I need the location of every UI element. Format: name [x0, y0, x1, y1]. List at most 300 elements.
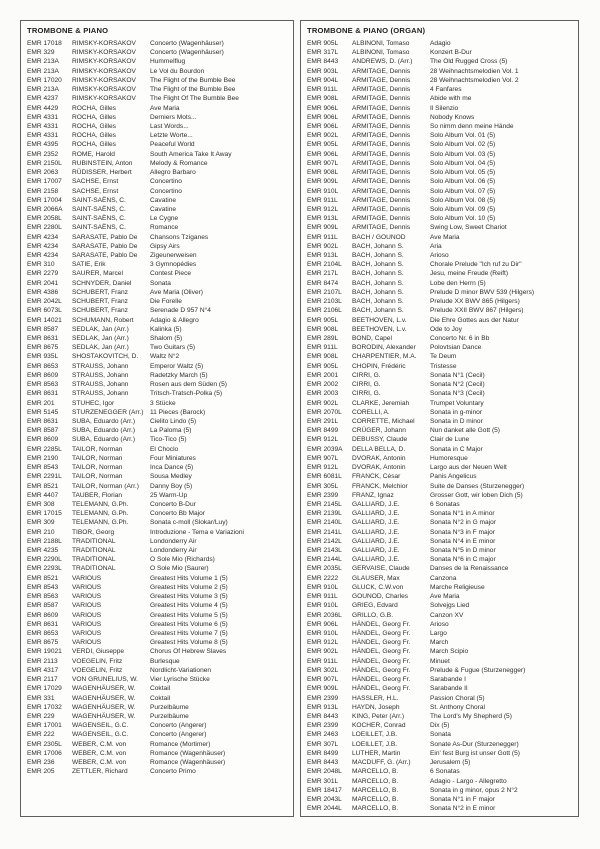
row-title: O Sole Mio (Richards)	[150, 556, 215, 564]
row-title: Concerto (Wagenhäuser)	[150, 40, 224, 47]
row-title: Solo Album Vol. 10 (5)	[430, 215, 496, 223]
row-title: Sonata in D minor	[430, 417, 483, 425]
row-title: Aria	[430, 242, 442, 250]
row-composer: HÄNDEL, Georg Fr.	[352, 620, 411, 628]
row-ref: EMR 908L	[307, 353, 339, 361]
row-ref: EMR 2188L	[27, 537, 62, 545]
catalog-row	[21, 592, 293, 601]
catalog-row	[21, 758, 293, 767]
row-ref: EMR 309	[27, 519, 55, 527]
row-title: Suite de Danses (Sturzenegger)	[430, 482, 525, 490]
row-ref: EMR 2106L	[307, 307, 342, 315]
catalog-row	[21, 316, 293, 325]
catalog-row	[301, 269, 578, 278]
row-composer: SARASATE, Pablo De	[72, 233, 138, 241]
row-title: March	[430, 639, 449, 647]
row-ref: EMR 201	[27, 399, 55, 407]
catalog-row	[21, 380, 293, 389]
row-title: The Flight of the Bumble Bee	[150, 76, 236, 84]
catalog-row	[21, 57, 293, 66]
row-composer: VARIOUS	[72, 593, 102, 601]
row-ref: EMR 2063	[27, 169, 59, 177]
row-title: Solo Album Vol. 09 (5)	[430, 205, 496, 213]
row-composer: RIMSKY-KORSAKOV	[72, 76, 136, 84]
row-composer: SCHUBERT, Franz	[72, 298, 128, 306]
row-composer: ALBINONI, Tomaso	[352, 40, 410, 47]
row-title: Sonata N°2 in G major	[430, 519, 497, 527]
row-composer: HAYDN, Joseph	[352, 703, 400, 711]
catalog-row	[301, 426, 578, 435]
catalog-row	[21, 251, 293, 260]
row-title: Vier Lyrische Stücke	[150, 676, 210, 684]
row-title: Adagio	[430, 40, 451, 47]
row-composer: RIMSKY-KORSAKOV	[72, 95, 136, 103]
catalog-row	[301, 334, 578, 343]
row-composer: STUHEC, Igor	[72, 399, 115, 407]
row-ref: EMR 236	[27, 759, 55, 767]
catalog-row	[21, 638, 293, 647]
catalog-row	[301, 168, 578, 177]
row-ref: EMR 310	[27, 261, 55, 269]
catalog-row	[301, 620, 578, 629]
catalog-row	[21, 583, 293, 592]
row-composer: WAGENHÄUSER, W.	[72, 712, 136, 720]
row-ref: EMR 902L	[307, 242, 339, 250]
catalog-row	[21, 620, 293, 629]
row-ref: EMR 17015	[27, 510, 62, 518]
catalog-row	[21, 131, 293, 140]
row-composer: TAILOR, Norman (Arr.)	[72, 482, 139, 490]
row-title: Romance (Wagenhäuser)	[150, 759, 226, 767]
row-composer: DVORAK, Antonin	[352, 464, 406, 472]
row-composer: HÄNDEL, Georg Fr.	[352, 639, 411, 647]
catalog-row	[21, 740, 293, 749]
catalog-row	[21, 205, 293, 214]
row-composer: CLARKE, Jeremiah	[352, 399, 410, 407]
row-ref: EMR 301L	[307, 777, 339, 785]
row-composer: TELEMANN, G.Ph.	[72, 519, 129, 527]
row-composer: VOEGELIN, Fritz	[72, 657, 123, 665]
row-ref: EMR 906L	[307, 113, 339, 121]
row-title: Tritsch-Tratsch-Polka (5)	[150, 390, 223, 398]
catalog-row	[301, 399, 578, 408]
row-ref: EMR 2285L	[27, 445, 62, 453]
catalog-row	[301, 380, 578, 389]
row-composer: TAUBER, Florian	[72, 491, 123, 499]
row-composer: RIMSKY-KORSAKOV	[72, 58, 136, 66]
row-ref: EMR 222	[27, 731, 55, 739]
row-composer: SAURER, Marcel	[72, 270, 123, 278]
row-composer: BACH, Johann S.	[352, 252, 404, 260]
catalog-row	[301, 39, 578, 48]
row-composer: CRÜGER, Johann	[352, 427, 406, 435]
row-title: Solo Album Vol. 05 (5)	[430, 169, 496, 177]
catalog-row	[301, 76, 578, 85]
catalog-row	[301, 749, 578, 758]
catalog-row	[21, 343, 293, 352]
row-title: Largo aus der Neuen Welt	[430, 464, 507, 472]
row-composer: ARMITAGE, Dennis	[352, 187, 411, 195]
row-composer: HASSLER, H.L.	[352, 694, 399, 702]
row-title: Last Words...	[150, 122, 189, 130]
row-ref: EMR 2293L	[27, 565, 62, 573]
catalog-row	[301, 214, 578, 223]
row-composer: HÄNDEL, Georg Fr.	[352, 676, 411, 684]
catalog-row	[21, 518, 293, 527]
row-ref: EMR 2142L	[307, 537, 342, 545]
row-title: 6 Sonatas	[430, 500, 460, 508]
row-ref: EMR 906L	[307, 620, 339, 628]
row-composer: WAGENHÄUSER, W.	[72, 694, 136, 702]
row-title: Die Forelle	[150, 298, 182, 306]
row-ref: EMR 911L	[307, 657, 338, 665]
row-ref: EMR 4234	[27, 242, 59, 250]
row-composer: ARMITAGE, Dennis	[352, 215, 411, 223]
row-title: Greatest Hits Volume 2 (5)	[150, 583, 228, 591]
row-ref: EMR 909L	[307, 224, 339, 232]
catalog-row	[21, 721, 293, 730]
catalog-row	[301, 583, 578, 592]
catalog-row	[21, 168, 293, 177]
row-title: Danny Boy (5)	[150, 482, 193, 490]
row-ref: EMR 4429	[27, 104, 59, 112]
row-composer: GALLIARD, J.E.	[352, 500, 400, 508]
catalog-row	[21, 233, 293, 242]
row-ref: EMR 2143L	[307, 547, 342, 555]
row-composer: SACHSE, Ernst	[72, 178, 119, 186]
catalog-row	[21, 94, 293, 103]
catalog-row	[21, 67, 293, 76]
catalog-row	[21, 426, 293, 435]
row-composer: ARMITAGE, Dennis	[352, 86, 411, 94]
row-composer: HÄNDEL, Georg Fr.	[352, 657, 411, 665]
catalog-row	[301, 94, 578, 103]
row-title: Solo Album Vol. 01 (5)	[430, 132, 496, 140]
row-title: Greatest Hits Volume 6 (5)	[150, 620, 228, 628]
catalog-row	[301, 288, 578, 297]
row-ref: EMR 8609	[27, 371, 59, 379]
row-ref: EMR 2044L	[307, 805, 342, 813]
row-ref: EMR 2041	[27, 279, 59, 287]
row-ref: EMR 229	[27, 712, 55, 720]
row-composer: SUBA, Eduardo (Arr.)	[72, 436, 136, 444]
catalog-row	[301, 352, 578, 361]
row-title: El Choclo	[150, 445, 179, 453]
catalog-row	[301, 57, 578, 66]
row-title: Cielito Lindo (5)	[150, 417, 197, 425]
catalog-row	[301, 454, 578, 463]
row-composer: TRADITIONAL	[72, 556, 116, 564]
row-composer: ZETTLER, Richard	[72, 768, 128, 776]
row-title: Inca Dance (5)	[150, 464, 194, 472]
row-composer: ANDREWS, D. (Arr.)	[352, 58, 413, 66]
row-ref: EMR 5145	[27, 408, 59, 416]
row-composer: RIMSKY-KORSAKOV	[72, 86, 136, 94]
catalog-row	[21, 389, 293, 398]
row-title: Prelude XX BWV 865 (Hilgers)	[430, 298, 520, 306]
catalog-row	[301, 445, 578, 454]
row-ref: EMR 17004	[27, 196, 62, 204]
row-composer: BORODIN, Alexander	[352, 344, 416, 352]
row-title: Ode to Joy	[430, 325, 462, 333]
row-composer: VARIOUS	[72, 602, 102, 610]
catalog-row	[301, 666, 578, 675]
catalog-row	[21, 694, 293, 703]
row-title: Arioso	[430, 252, 449, 260]
row-title: Londonderry Air	[150, 547, 197, 555]
row-composer: BACH, Johann S.	[352, 307, 404, 315]
row-ref: EMR 912L	[307, 639, 339, 647]
row-composer: VARIOUS	[72, 620, 102, 628]
row-composer: BACH / GOUNOD	[352, 233, 406, 241]
row-title: Two Guitars (5)	[150, 344, 196, 352]
row-ref: EMR 308	[27, 500, 55, 508]
catalog-row	[21, 657, 293, 666]
catalog-row	[21, 48, 293, 57]
catalog-row	[21, 500, 293, 509]
catalog-row	[301, 242, 578, 251]
row-title: Le Vol du Bourdon	[150, 67, 205, 75]
row-composer: LOEILLET, J.B.	[352, 740, 398, 748]
row-title: Greatest Hits Volume 4 (5)	[150, 602, 228, 610]
row-ref: EMR 910L	[307, 602, 339, 610]
catalog-row	[301, 85, 578, 94]
row-ref: EMR 909L	[307, 178, 339, 186]
catalog-row	[301, 703, 578, 712]
row-ref: EMR 910L	[307, 583, 339, 591]
row-composer: SATIE, Erik	[72, 261, 106, 269]
catalog-row	[21, 140, 293, 149]
row-composer: WAGENSEIL, G.C.	[72, 731, 129, 739]
catalog-row	[21, 352, 293, 361]
row-ref: EMR 317L	[307, 49, 339, 57]
row-ref: EMR 8587	[27, 427, 59, 435]
row-composer: GERVAISE, Claude	[352, 565, 410, 573]
row-composer: ARMITAGE, Dennis	[352, 178, 411, 186]
row-ref: EMR 217L	[307, 270, 339, 278]
catalog-row	[21, 601, 293, 610]
row-ref: EMR 8675	[27, 344, 59, 352]
row-composer: ROCHA, Gilles	[72, 132, 116, 140]
catalog-row	[301, 767, 578, 776]
catalog-row	[21, 574, 293, 583]
row-title: Sonata N°2 in E minor	[430, 805, 496, 813]
catalog-row	[301, 408, 578, 417]
row-composer: VON GRUNELIUS, W.	[72, 676, 138, 684]
row-title: Concertino	[150, 187, 182, 195]
catalog-row	[301, 629, 578, 638]
row-title: Nobody Knows	[430, 113, 475, 121]
row-ref: EMR 17001	[27, 722, 62, 730]
catalog-row	[21, 122, 293, 131]
row-title: St. Anthony Choral	[430, 703, 485, 711]
row-ref: EMR 907L	[307, 159, 339, 167]
catalog-row	[301, 721, 578, 730]
row-ref: EMR 6073L	[27, 307, 62, 315]
row-title: 25 Warm-Up	[150, 491, 188, 499]
catalog-row	[301, 777, 578, 786]
row-composer: ARMITAGE, Dennis	[352, 67, 411, 75]
row-composer: TRADITIONAL	[72, 565, 116, 573]
row-ref: EMR 4407	[27, 491, 59, 499]
row-title: Die Ehre Gottes aus der Natur	[430, 316, 519, 324]
row-composer: STURZENEGGER (Arr.)	[72, 408, 144, 416]
catalog-row	[21, 196, 293, 205]
row-composer: ARMITAGE, Dennis	[352, 132, 411, 140]
row-title: Grosser Gott, wir loben Dich (5)	[430, 491, 523, 499]
row-ref: EMR 205	[27, 768, 55, 776]
row-title: Hummelflug	[150, 58, 186, 66]
row-composer: ARMITAGE, Dennis	[352, 122, 411, 130]
catalog-row	[301, 306, 578, 315]
row-composer: ARMITAGE, Dennis	[352, 169, 411, 177]
catalog-row	[21, 269, 293, 278]
catalog-row	[21, 445, 293, 454]
row-title: Minuet	[430, 657, 450, 665]
row-composer: GOUNOD, Charles	[352, 593, 409, 601]
catalog-row	[301, 564, 578, 573]
row-title: Emperor Waltz (5)	[150, 362, 204, 370]
row-title: Rosen aus dem Süden (5)	[150, 381, 227, 389]
row-title: Largo	[430, 630, 447, 637]
catalog-row	[301, 592, 578, 601]
row-title: Greatest Hits Volume 3 (5)	[150, 593, 228, 601]
row-ref: EMR 911L	[307, 233, 338, 241]
row-title: Zigeunerweisen	[150, 252, 197, 260]
catalog-row	[301, 638, 578, 647]
row-composer: ARMITAGE, Dennis	[352, 95, 411, 103]
row-title: Ave Maria	[150, 104, 180, 112]
row-composer: GLAUSER, Max	[352, 574, 400, 582]
catalog-row	[21, 555, 293, 564]
catalog-row	[21, 260, 293, 269]
row-title: Coktail	[150, 694, 171, 702]
row-title: Danses de la Renaissance	[430, 565, 509, 573]
catalog-row	[301, 140, 578, 149]
catalog-row	[21, 85, 293, 94]
row-title: Concerto (Angerer)	[150, 731, 207, 739]
row-title: Cavatine	[150, 196, 177, 204]
row-ref: EMR 2158	[27, 187, 59, 195]
section-title-trombone-piano-organ: TROMBONE & PIANO (ORGAN)	[307, 26, 426, 35]
row-composer: ARMITAGE, Dennis	[352, 224, 411, 232]
row-composer: TAILOR, Norman	[72, 473, 123, 481]
catalog-row	[301, 435, 578, 444]
row-composer: GRILLO, G.B.	[352, 611, 394, 619]
catalog-row	[21, 684, 293, 693]
row-composer: VOEGELIN, Fritz	[72, 666, 123, 674]
catalog-row	[301, 131, 578, 140]
row-ref: EMR 302L	[307, 666, 339, 674]
row-title: Greatest Hits Volume 7 (5)	[150, 630, 228, 637]
row-composer: SUBA, Eduardo (Arr.)	[72, 417, 136, 425]
row-ref: EMR 8631	[27, 335, 59, 342]
row-ref: EMR 4331	[27, 122, 59, 130]
row-ref: EMR 4331	[27, 132, 59, 140]
row-composer: VARIOUS	[72, 630, 102, 637]
catalog-row	[21, 749, 293, 758]
catalog-row	[301, 786, 578, 795]
row-ref: EMR 289L	[307, 335, 339, 342]
row-title: Concerto (Angerer)	[150, 722, 207, 730]
row-ref: EMR 2399	[307, 694, 339, 702]
row-composer: SCHUBERT, Franz	[72, 288, 128, 296]
row-composer: KING, Peter (Arr.)	[352, 712, 405, 720]
row-ref: EMR 8563	[27, 593, 59, 601]
row-ref: EMR 18417	[307, 786, 342, 794]
row-ref: EMR 213A	[27, 67, 59, 75]
row-title: Ave Maria	[430, 593, 460, 601]
row-ref: EMR 8653	[27, 630, 59, 637]
row-title: Romance (Mortimer)	[150, 740, 211, 748]
row-ref: EMR 913L	[307, 703, 339, 711]
row-title: 11 Pieces (Barock)	[150, 408, 206, 416]
catalog-row	[21, 482, 293, 491]
row-ref: EMR 305L	[307, 482, 339, 490]
row-ref: EMR 4395	[27, 141, 59, 149]
row-title: Prelude XXII BWV 867 (Hilgers)	[430, 307, 524, 315]
row-title: Sonata N°3 in F major	[430, 528, 495, 536]
catalog-row	[301, 611, 578, 620]
catalog-row	[21, 647, 293, 656]
row-title: Sonata N°3 (Cecil)	[430, 390, 485, 398]
row-title: Ave Maria	[430, 233, 460, 241]
row-title: March Scipio	[430, 648, 469, 656]
row-ref: EMR 905L	[307, 362, 339, 370]
row-composer: GALLIARD, J.E.	[352, 547, 400, 555]
catalog-row	[301, 260, 578, 269]
row-ref: EMR 17007	[27, 178, 62, 186]
row-title: O Sole Mio (Saurer)	[150, 565, 209, 573]
catalog-row	[21, 611, 293, 620]
row-ref: EMR 8609	[27, 611, 59, 619]
row-title: Polovtsian Dance	[430, 344, 482, 352]
row-ref: EMR 2043L	[307, 795, 342, 803]
catalog-row	[301, 463, 578, 472]
catalog-row	[301, 343, 578, 352]
row-ref: EMR 2145L	[307, 500, 342, 508]
row-composer: ARMITAGE, Dennis	[352, 76, 411, 84]
row-composer: FRANCK, Melchior	[352, 482, 408, 490]
row-composer: SCHUMANN, Robert	[72, 316, 134, 324]
catalog-row	[21, 767, 293, 776]
catalog-row	[21, 113, 293, 122]
catalog-row	[301, 684, 578, 693]
row-title: Solo Album Vol. 02 (5)	[430, 141, 496, 149]
row-title: Serenade D 957 N°4	[150, 307, 211, 315]
row-title: South America Take It Away	[150, 150, 232, 158]
catalog-row	[301, 758, 578, 767]
row-ref: EMR 8631	[27, 390, 59, 398]
row-composer: ROCHA, Gilles	[72, 122, 116, 130]
row-ref: EMR 291L	[307, 417, 339, 425]
row-ref: EMR 8443	[307, 58, 339, 66]
row-ref: EMR 2103L	[307, 298, 342, 306]
row-title: Concerto Nr. 6 in Bb	[430, 335, 490, 342]
row-ref: EMR 904L	[307, 76, 339, 84]
row-title: 6 Sonatas	[430, 768, 460, 776]
row-title: Dix (5)	[430, 722, 450, 730]
row-title: Shalom (5)	[150, 335, 183, 342]
row-composer: ARMITAGE, Dennis	[352, 141, 411, 149]
row-ref: EMR 8499	[307, 427, 339, 435]
row-composer: SHOSTAKOVITCH, D.	[72, 353, 139, 361]
row-ref: EMR 2036L	[307, 611, 342, 619]
catalog-row	[301, 279, 578, 288]
catalog-row	[301, 187, 578, 196]
row-ref: EMR 913L	[307, 252, 339, 260]
catalog-row	[21, 325, 293, 334]
